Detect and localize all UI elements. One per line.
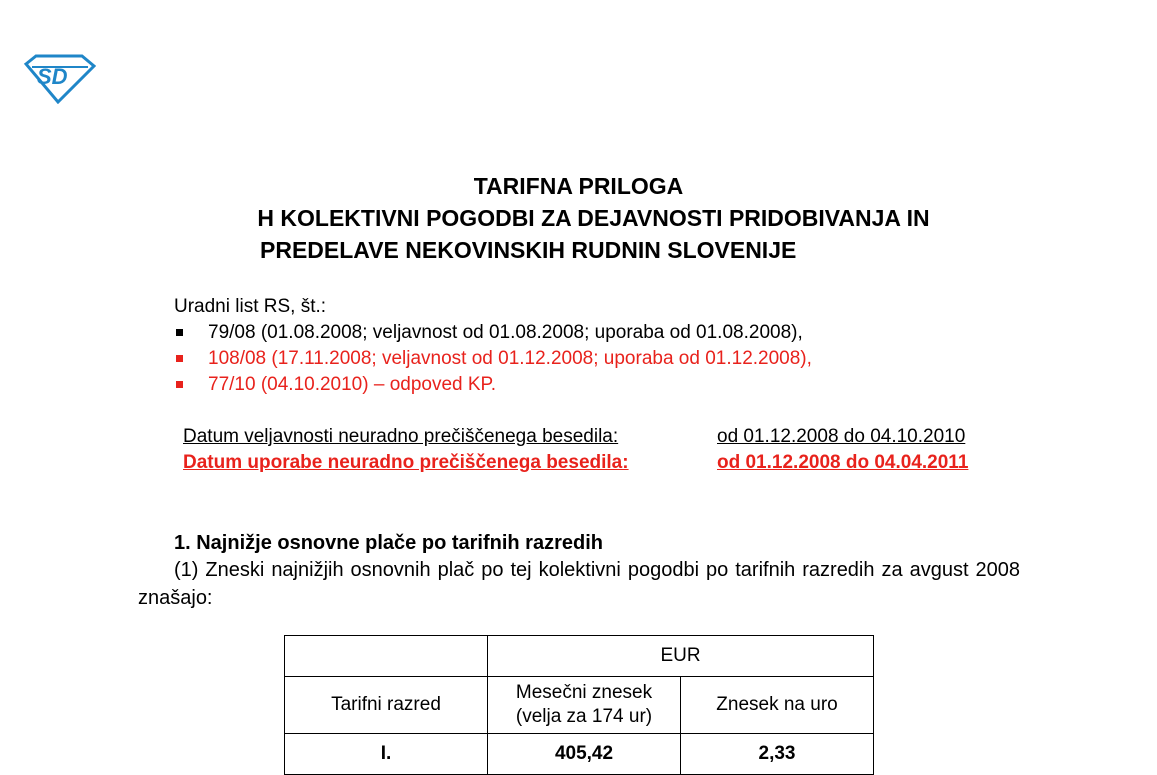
document-title xyxy=(0,170,1157,266)
validity-date-row xyxy=(183,424,968,450)
table-cell: I. xyxy=(285,734,488,775)
table-row xyxy=(285,734,874,775)
gazette-item: 108/08 (17.11.2008; veljavnost od 01.12.2008; uporaba od 01.12.2008), xyxy=(174,346,812,372)
bullet-icon xyxy=(176,329,183,336)
consolidated-text-dates xyxy=(183,424,968,476)
validity-value: od 01.12.2008 do 04.10.2010 xyxy=(717,426,966,447)
gazette-item: 79/08 (01.08.2008; veljavnost od 01.08.2008; uporaba od 01.08.2008), xyxy=(174,320,812,346)
sd-logo xyxy=(22,50,96,104)
usage-value: od 01.12.2008 do 04.04.2011 xyxy=(717,452,969,473)
currency-header: EUR xyxy=(488,636,874,677)
validity-label: Datum veljavnosti neuradno prečiščenega besedila: xyxy=(183,426,619,447)
usage-date-row xyxy=(183,450,968,476)
hourly-amount-header: Znesek na uro xyxy=(681,677,874,734)
gazette-intro: Uradni list RS, št.: xyxy=(174,296,327,317)
title-line-3: PREDELAVE NEKOVINSKIH RUDNIN SLOVENIJE xyxy=(260,237,797,263)
official-gazette-list xyxy=(174,294,812,398)
bullet-icon xyxy=(176,355,183,362)
section-paragraph: (1) Zneski najnižjih osnovnih plač po tej kolektivni pogodbi po tarifnih razredih za avgust 2008 znašajo: xyxy=(138,559,1020,609)
bullet-icon xyxy=(176,381,183,388)
title-line-1: TARIFNA PRILOGA xyxy=(473,173,684,199)
salary-table xyxy=(284,635,874,775)
table-corner-cell xyxy=(285,636,488,677)
title-line-2: H KOLEKTIVNI POGODBI ZA DEJAVNOSTI PRIDOBIVANJA IN xyxy=(257,205,930,231)
tariff-class-header: Tarifni razred xyxy=(285,677,488,734)
section-heading: 1. Najnižje osnovne plače po tarifnih razredih xyxy=(174,532,603,554)
gazette-item: 77/10 (04.10.2010) – odpoved KP. xyxy=(174,372,812,398)
monthly-amount-header: Mesečni znesek (velja za 174 ur) xyxy=(488,677,681,734)
table-cell: 405,42 xyxy=(488,734,681,775)
svg-text:SD: SD xyxy=(37,64,68,89)
table-cell: 2,33 xyxy=(681,734,874,775)
usage-label: Datum uporabe neuradno prečiščenega besedila: xyxy=(183,452,629,473)
